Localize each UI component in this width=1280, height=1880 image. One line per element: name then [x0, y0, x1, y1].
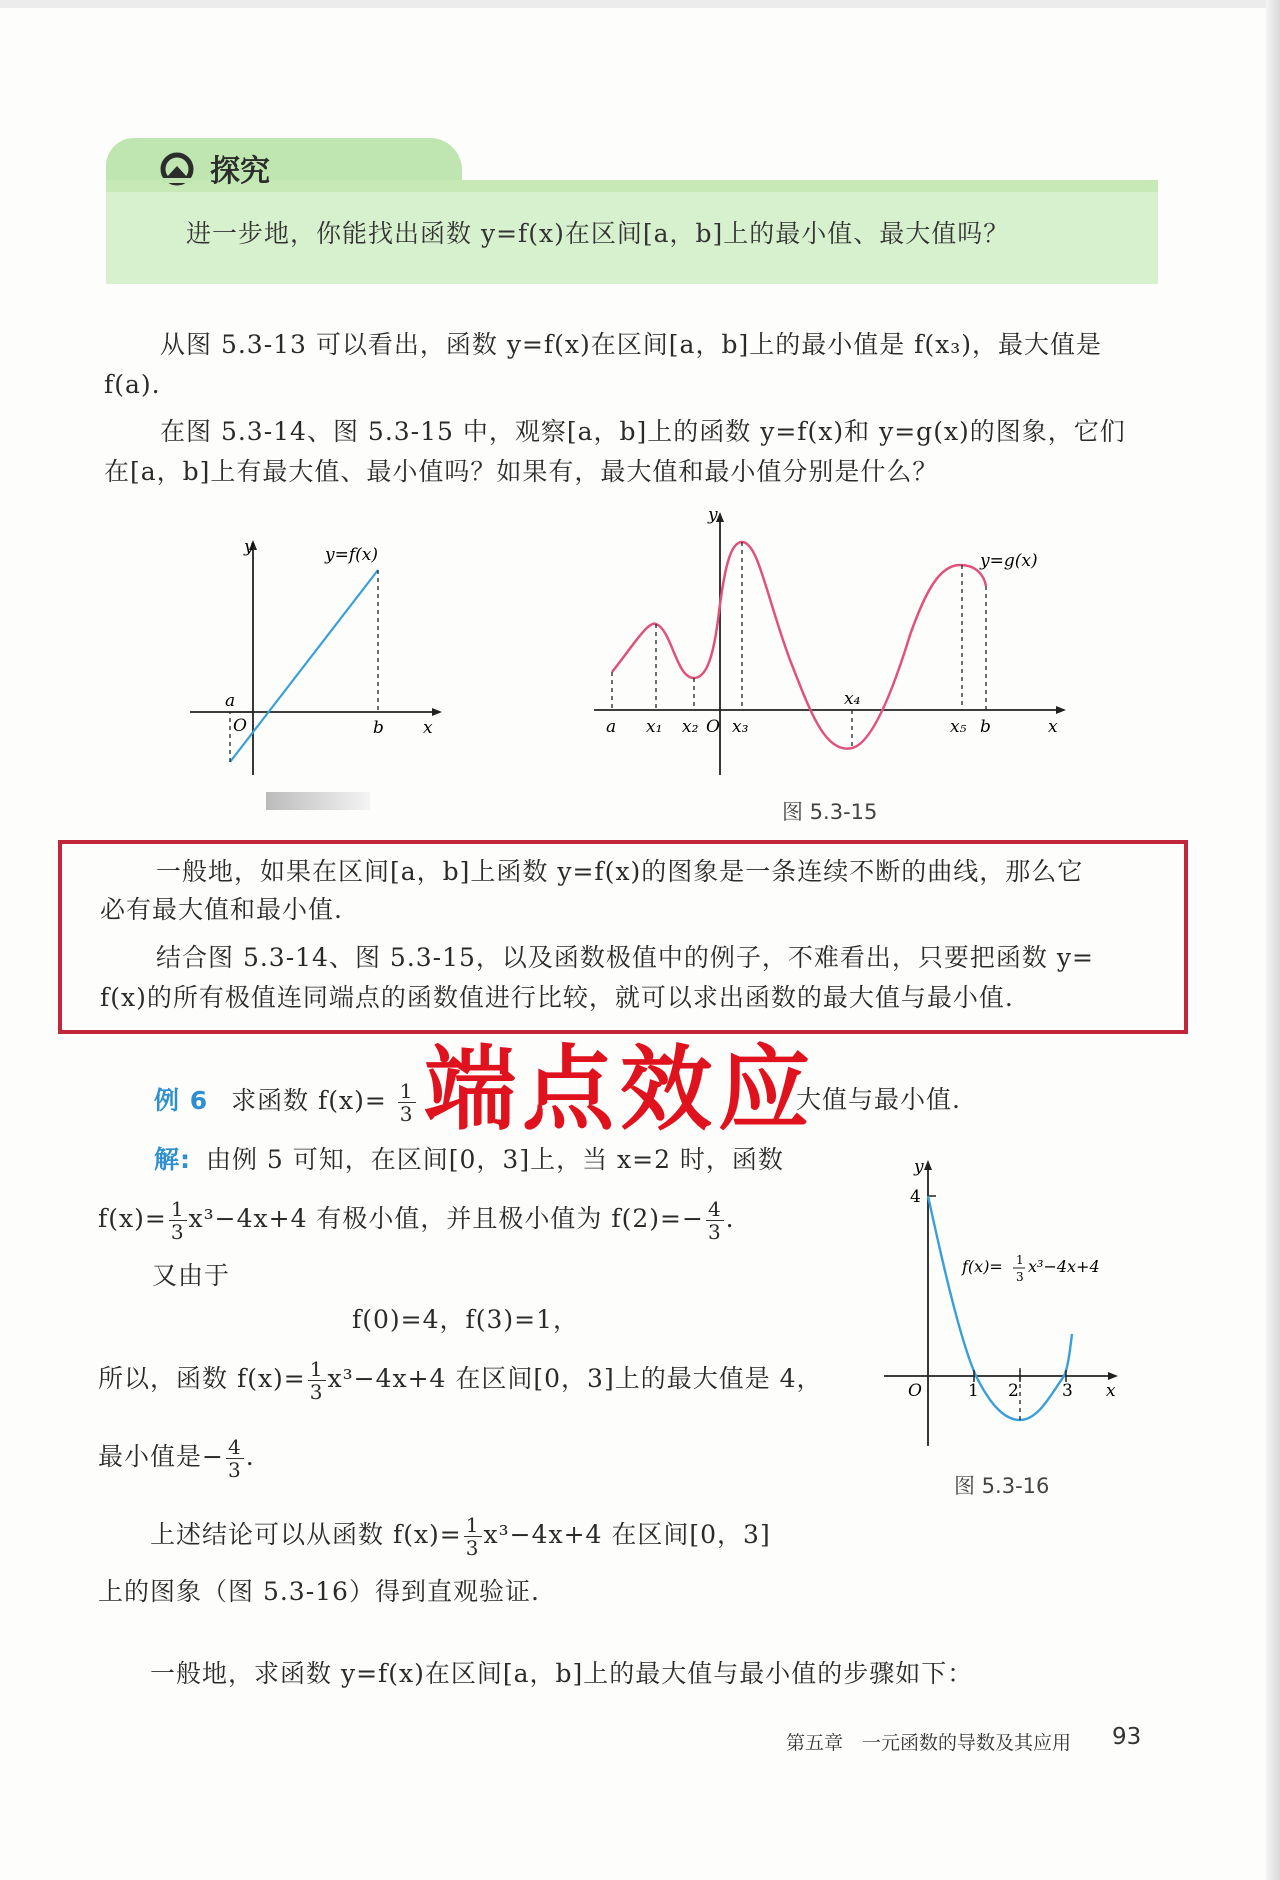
fig15-x2-label: x₂ [682, 717, 699, 737]
caption-smudge [266, 792, 370, 810]
example-label: 例 6 [154, 1086, 209, 1115]
frac-num: 1 [399, 1079, 414, 1103]
solution-line-4 [98, 1358, 823, 1403]
explore-question: 进一步地，你能找出函数 y=f(x)在区间[a，b]上的最小值、最大值吗？ [186, 219, 1010, 248]
solution-2-min-frac [706, 1198, 724, 1243]
paragraph-2-line-1: 在图 5.3-14、图 5.3-15 中，观察[a，b]上的函数 y=f(x)和 y=g(x)的图象，它们 [160, 417, 1126, 446]
frac-den: 3 [399, 1102, 414, 1126]
frac-den: 3 [707, 1220, 722, 1244]
fig16-func-num: 1 [1016, 1253, 1024, 1267]
frac-den: 3 [170, 1220, 185, 1244]
fig16-y-label: y [914, 1157, 924, 1177]
solution-2a: f(x)= [98, 1204, 167, 1233]
example-6-line [154, 1080, 418, 1125]
frac-num: 4 [227, 1435, 242, 1459]
fig14-x-arrow [432, 708, 442, 716]
fig15-curve [612, 542, 986, 749]
paragraph-1-line-1: 从图 5.3-13 可以看出，函数 y=f(x)在区间[a，b]上的最小值是 f(x₃)，最大值是 [160, 330, 1103, 359]
figure-5-3-15 [590, 500, 1070, 790]
frac-num: 1 [309, 1357, 324, 1381]
fig16-x-arrow [1108, 1372, 1118, 1380]
fig15-x3-label: x₃ [732, 717, 749, 737]
example-text-after: 大值与最小值. [796, 1085, 961, 1114]
page-right-edge [1266, 0, 1280, 1880]
fig15-x-arrow [1056, 706, 1066, 714]
fig14-a-label: a [225, 691, 236, 711]
fig14-b-label: b [373, 718, 384, 738]
boxed-line-3: 结合图 5.3-14、图 5.3-15，以及函数极值中的例子，不难看出，只要把函数 y= [156, 943, 1094, 972]
example-text-before: 求函数 f(x)= [231, 1086, 387, 1115]
fig15-caption: 图 5.3-15 [782, 800, 878, 824]
fig16-caption: 图 5.3-16 [954, 1474, 1050, 1498]
solution-2b: x³−4x+4 有极小值，并且极小值为 f(2)=− [188, 1204, 704, 1233]
fig15-x5-label: x₅ [950, 717, 967, 737]
solution-text-1: 由例 5 可知，在区间[0，3]上，当 x=2 时，函数 [205, 1145, 784, 1174]
fig15-x1-label: x₁ [646, 717, 663, 737]
figure-5-3-16 [880, 1150, 1130, 1450]
endpoint-effect-stamp: 端点效应 [424, 1036, 817, 1143]
steps-line: 一般地，求函数 y=f(x)在区间[a，b]上的最大值与最小值的步骤如下： [150, 1659, 974, 1688]
frac-num: 4 [707, 1197, 722, 1221]
figure-5-3-14 [180, 530, 460, 780]
conclusion-line-2: 上的图象（图 5.3-16）得到直观验证. [98, 1577, 540, 1606]
frac-den: 3 [227, 1458, 242, 1482]
conclusion-b: x³−4x+4 在区间[0，3] [483, 1520, 771, 1549]
fig15-func-label: y=g(x) [980, 551, 1038, 571]
conclusion-line-1 [150, 1514, 771, 1559]
explore-banner [106, 138, 1158, 284]
boxed-line-1: 一般地，如果在区间[a，b]上函数 y=f(x)的图象是一条连续不断的曲线，那么它 [156, 857, 1084, 886]
paragraph-1-line-2: f(a). [104, 370, 161, 399]
page-number: 93 [1112, 1724, 1142, 1750]
solution-5: 最小值是− [98, 1442, 224, 1471]
fig14-y-label: y [244, 537, 254, 557]
boxed-line-4: f(x)的所有极值连同端点的函数值进行比较，就可以求出函数的最大值与最小值. [100, 983, 1014, 1012]
frac-num: 1 [170, 1197, 185, 1221]
conclusion-a: 上述结论可以从函数 f(x)= [150, 1520, 462, 1549]
solution-line-5: 最小值是− $\frac{4}{3}$ . [98, 1435, 255, 1482]
fig15-x4-label: x₄ [844, 689, 861, 709]
boxed-line-2: 必有最大值和最小值. [100, 895, 343, 924]
solution-line-1 [154, 1140, 784, 1180]
fig15-a-label: a [606, 717, 617, 737]
explore-icon [158, 148, 196, 186]
solution-line-2: f(x)= $\frac{1}{3}$ x³−4x+4 有极小值，并且极小值为 f(2)=− $\frac{4}{3}$ . [98, 1197, 735, 1244]
paragraph-2-line-2: 在[a，b]上有最大值、最小值吗？如果有，最大值和最小值分别是什么？ [104, 457, 939, 486]
explore-title: 探究 [210, 154, 270, 189]
fig14-x-label: x [423, 718, 433, 738]
frac-den: 3 [465, 1536, 480, 1560]
fig16-func-a: f(x)= [962, 1257, 1003, 1276]
fig16-2-label: 2 [1008, 1381, 1019, 1401]
solution-5-frac [226, 1436, 244, 1481]
solution-2-frac [169, 1198, 187, 1243]
fig16-4-label: 4 [910, 1187, 921, 1207]
fig15-o-label: O [706, 717, 720, 737]
fig16-3-label: 3 [1062, 1381, 1073, 1401]
conclusion-frac [464, 1514, 482, 1559]
fig16-x-label: x [1106, 1381, 1116, 1401]
fig16-func-b: x³−4x+4 [1028, 1257, 1100, 1276]
fig15-x-label: x [1048, 717, 1058, 737]
fig16-1-label: 1 [968, 1381, 979, 1401]
solution-label: 解: [154, 1145, 191, 1174]
fig16-o-label: O [908, 1381, 922, 1401]
example-frac [398, 1080, 416, 1125]
fig16-y-arrow [924, 1160, 932, 1170]
fig16-func-den: 3 [1016, 1270, 1024, 1284]
frac-den: 3 [309, 1380, 324, 1404]
fig14-o-label: O [233, 716, 247, 736]
chapter-footer: 第五章 一元函数的导数及其应用 [786, 1732, 1072, 1754]
solution-line-3: 又由于 [152, 1261, 231, 1290]
fig15-b-label: b [980, 717, 991, 737]
page-top-edge [0, 0, 1280, 8]
fig16-curve [928, 1196, 1072, 1420]
fig15-y-label: y [708, 505, 718, 525]
fig14-func-label: y=f(x) [325, 545, 378, 565]
frac-num: 1 [465, 1513, 480, 1537]
solution-4a: 所以，函数 f(x)= [98, 1364, 306, 1393]
solution-4-frac [308, 1358, 326, 1403]
solution-4b: x³−4x+4 在区间[0，3]上的最大值是 4， [327, 1364, 823, 1393]
solution-equation: f(0)=4，f(3)=1， [352, 1305, 580, 1334]
